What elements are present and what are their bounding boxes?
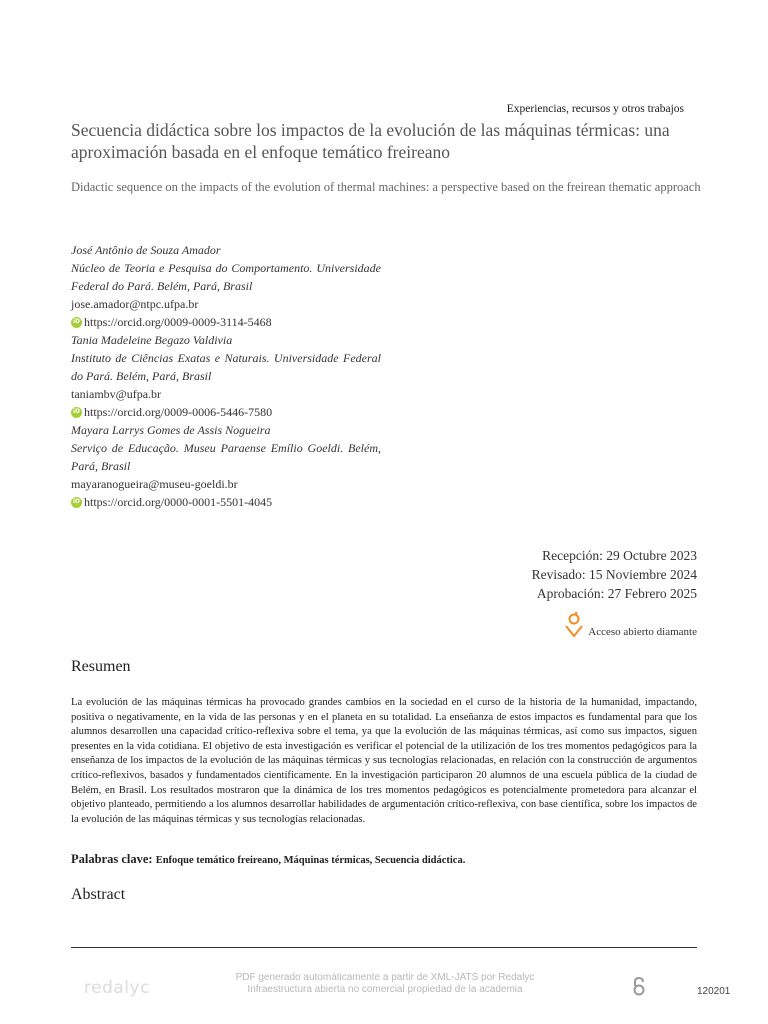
author-email[interactable]: mayaranogueira@museu-goeldi.br xyxy=(71,477,238,491)
keywords xyxy=(71,852,701,867)
footer-text xyxy=(200,972,570,996)
article-dates xyxy=(532,546,697,603)
orcid-icon: iD xyxy=(71,407,82,418)
orcid-link[interactable]: https://orcid.org/0000-0001-5501-4045 xyxy=(84,495,273,509)
orcid-line xyxy=(71,403,381,421)
author-list xyxy=(71,241,381,511)
keywords-values: Enfoque temático freireano, Máquinas térmicas, Secuencia didáctica. xyxy=(155,855,466,866)
date-approved: Aprobación: 27 Febrero 2025 xyxy=(536,586,697,601)
author-block xyxy=(71,241,381,331)
orcid-icon: iD xyxy=(71,497,82,508)
author-affiliation: Instituto de Ciências Exatas e Naturais. Universidade Federal do Pará. Belém, Pará, Brasil xyxy=(71,351,381,383)
author-email[interactable]: taniambv@ufpa.br xyxy=(71,387,162,401)
article-title: Secuencia didáctica sobre los impactos de la evolución de las máquinas térmicas: una aproximación basada en el enfoque temático freireano xyxy=(71,120,670,162)
section-label: Experiencias, recursos y otros trabajos xyxy=(506,103,684,115)
article-subtitle-english: Didactic sequence on the impacts of the evolution of thermal machines: a perspective based on the freirean thematic approach xyxy=(71,180,701,194)
date-revised: Revisado: 15 Noviembre 2024 xyxy=(531,567,697,582)
footer-line-1: PDF generado automáticamente a partir de XML-JATS por Redalyc xyxy=(235,972,535,983)
footer-line-2: Infraestructura abierta no comercial propiedad de la academia xyxy=(247,984,523,995)
footer-divider xyxy=(71,947,697,948)
resumen-body: La evolución de las máquinas térmicas ha provocado grandes cambios en la sociedad en el curso de la historia de la humanidad, impactando, positiva o negativamente, en la vida de las personas y en el planeta en su totalidad. La enseñanza de estos impactos es fundamental para que los alumnos desarrollen una capacidad crítico-reflexiva sobre el tema, ya que la evolución de las máquinas térmicas, así como sus impactos, siguen presentes en la vida cotidiana. El objetivo de esta investigación es verificar el potencial de la utilización de los tres momentos pedagógicos para la enseñanza de los impactos de la evolución de las máquinas térmicas y sus tecnologías relacionadas, en relación con la construcción de argumentos crítico-reflexivos, basados y fundamentados científicamente. En la investigación participaron 20 alumnos de una escuela pública de la ciudad de Belém, en Brasil. Los resultados mostraron que la dinámica de los tres momentos pedagógicos es potencialmente prometedora para alcanzar el objetivo planteado, permitiendo a los alumnos desarrollar habilidades de argumentación crítico-reflexiva, con base científica, sobre los impactos de la evolución de las máquinas térmicas y sus tecnologías relacionadas. xyxy=(71,697,697,825)
open-access-icon xyxy=(632,977,646,1002)
orcid-line xyxy=(71,493,381,511)
author-name: Tania Madeleine Begazo Valdivia xyxy=(71,333,233,347)
redalyc-logo: redalyc xyxy=(84,978,150,998)
date-received: Recepción: 29 Octubre 2023 xyxy=(542,548,697,563)
orcid-icon: iD xyxy=(71,317,82,328)
orcid-line xyxy=(71,313,381,331)
access-label: Acceso abierto diamante xyxy=(588,626,697,638)
author-block xyxy=(71,421,381,511)
orcid-link[interactable]: https://orcid.org/0009-0006-5446-7580 xyxy=(84,405,273,419)
author-affiliation: Núcleo de Teoria e Pesquisa do Comportamento. Universidade Federal do Pará. Belém, Pará, Brasil xyxy=(71,261,381,293)
open-access-diamond-icon xyxy=(564,612,584,638)
keywords-label: Palabras clave: xyxy=(71,852,153,866)
author-affiliation: Serviço de Educação. Museu Paraense Emílio Goeldi. Belém, Pará, Brasil xyxy=(71,441,381,473)
orcid-link[interactable]: https://orcid.org/0009-0009-3114-5468 xyxy=(84,315,272,329)
author-name: Mayara Larrys Gomes de Assis Nogueira xyxy=(71,423,271,437)
access-badge xyxy=(564,612,697,638)
page-id: 120201 xyxy=(697,986,731,997)
abstract-heading: Abstract xyxy=(71,886,126,903)
author-email[interactable]: jose.amador@ntpc.ufpa.br xyxy=(71,297,199,311)
resumen-heading: Resumen xyxy=(71,658,131,675)
author-name: José Antônio de Souza Amador xyxy=(71,243,221,257)
author-block xyxy=(71,331,381,421)
